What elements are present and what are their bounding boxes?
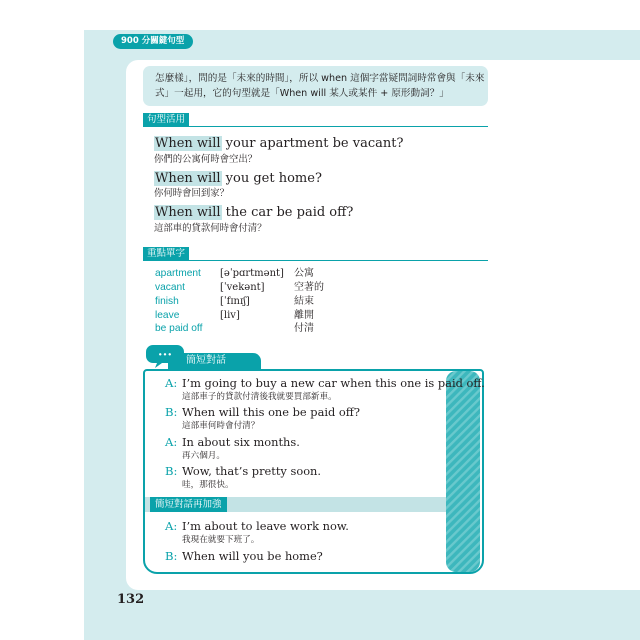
- dialog-line-en: When will this one be paid off?: [182, 405, 360, 419]
- pattern-sentence-1: [154, 136, 403, 152]
- dialog-speaker: A:: [165, 435, 178, 449]
- vocab-meaning: 離開: [294, 310, 314, 321]
- pattern-rest: you get home?: [221, 171, 322, 186]
- dialog-line-en: I’m about to leave work now.: [182, 519, 349, 533]
- dialog-line-zh: 這部車子的貸款付清後我就要買部新車。: [182, 392, 337, 402]
- vocab-meaning: 公寓: [294, 268, 314, 279]
- vocab-word: vacant: [155, 282, 186, 293]
- vocab-word: finish: [155, 296, 179, 307]
- vocab-word: leave: [155, 310, 180, 321]
- patterns-rule: [143, 126, 488, 127]
- pattern-sentence-2: [154, 171, 322, 187]
- pattern-rest: the car be paid off?: [221, 205, 354, 220]
- vocab-meaning: 付清: [294, 323, 314, 334]
- dialog-line-zh: 再六個月。: [182, 451, 225, 461]
- dialog-speaker: A:: [165, 376, 178, 390]
- vocab-word: apartment: [155, 268, 201, 279]
- vocab-ipa: [liv]: [220, 310, 240, 321]
- dialog-line-en: Wow, that’s pretty soon.: [182, 464, 322, 478]
- dialog-speaker: B:: [165, 405, 178, 419]
- vocab-word: be paid off: [155, 323, 203, 334]
- vocab-ipa: [ˈvekənt]: [220, 282, 265, 293]
- speech-bubble-dots: •••: [157, 350, 173, 360]
- vocab-section-label: 重點單字: [143, 247, 189, 261]
- dialog-line-zh: 哇，那很快。: [182, 480, 234, 490]
- more-dialog-label: 簡短對話再加強: [150, 497, 227, 512]
- pattern-translation-2: 你何時會回到家？: [154, 188, 230, 199]
- intro-line-1: 怎麼樣」，問的是「未來的時間」，所以 when 這個字當疑問詞時常會與「未來: [155, 73, 485, 84]
- dialog-line-en: When will you be home?: [182, 549, 323, 563]
- dialog-title: 簡短對話: [186, 355, 226, 366]
- intro-line-2: 式」一起用，它的句型就是「When will 某人或某件 + 原形動詞？」: [155, 88, 449, 99]
- dialog-speaker: B:: [165, 549, 178, 563]
- page-number: 132: [117, 592, 145, 607]
- dialog-speaker: B:: [165, 464, 178, 478]
- pattern-translation-1: 你們的公寓何時會空出？: [154, 154, 258, 165]
- vocab-rule: [143, 260, 488, 261]
- dialog-line-en: I’m going to buy a new car when this one is paid off.: [182, 376, 485, 390]
- chapter-tag: 900 分關鍵句型: [113, 34, 193, 49]
- vocab-ipa: [əˈpɑrtmənt]: [220, 268, 284, 279]
- dialog-speaker: A:: [165, 519, 178, 533]
- intro-box: [143, 66, 488, 106]
- pattern-rest: your apartment be vacant?: [221, 136, 404, 151]
- pattern-highlight: When will: [155, 136, 221, 151]
- vocab-ipa: [ˈfɪnɪʃ]: [220, 296, 250, 307]
- dialog-stripe-decoration: [446, 371, 482, 572]
- vocab-meaning: 結束: [294, 296, 314, 307]
- dialog-line-en: In about six months.: [182, 435, 300, 449]
- dialog-line-zh: 這部車何時會付清？: [182, 421, 260, 431]
- speech-bubble-icon: [146, 343, 184, 369]
- patterns-section-label: 句型活用: [143, 113, 189, 127]
- pattern-highlight: When will: [155, 171, 221, 186]
- pattern-highlight: When will: [155, 205, 221, 220]
- pattern-sentence-3: [154, 205, 353, 221]
- vocab-meaning: 空著的: [294, 282, 324, 293]
- pattern-translation-3: 這部車的貸款何時會付清？: [154, 223, 267, 234]
- dialog-line-zh: 我現在就要下班了。: [182, 535, 260, 545]
